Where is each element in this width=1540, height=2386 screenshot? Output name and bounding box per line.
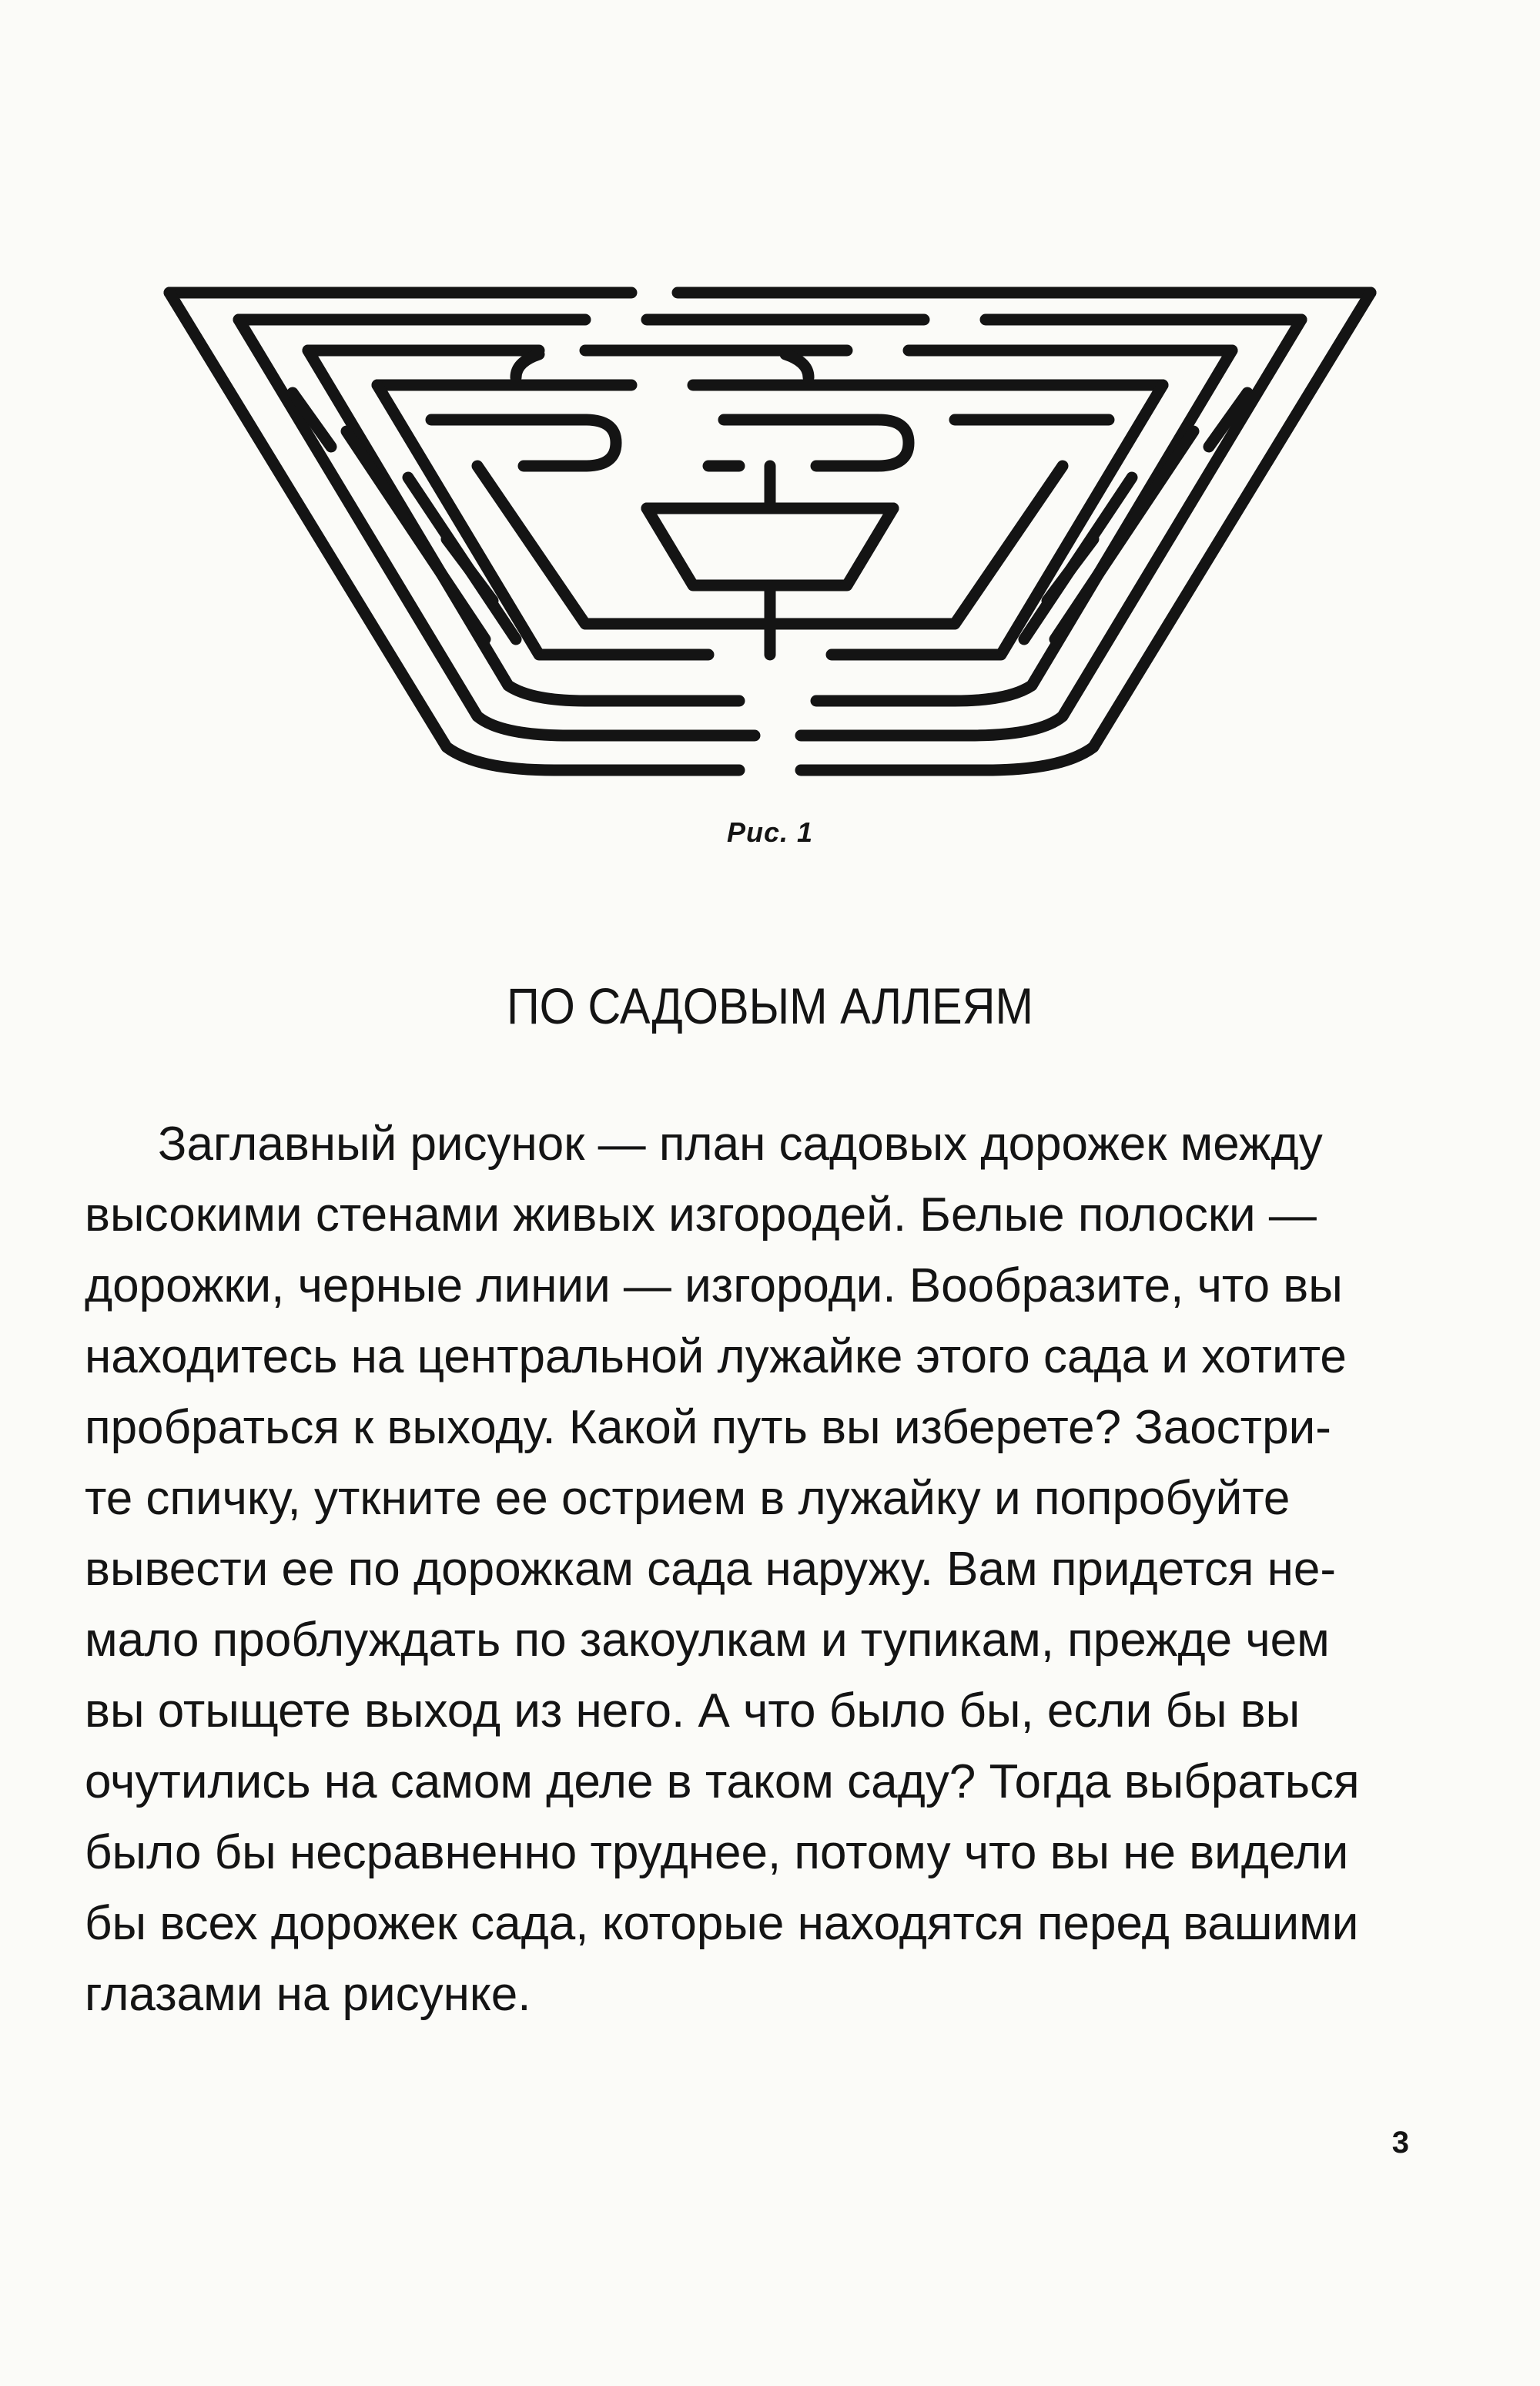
maze-drawing xyxy=(154,277,1386,786)
text-line: очутились на самом деле в таком саду? Тогда выбраться xyxy=(85,1755,1360,1808)
body-paragraph xyxy=(85,1109,1417,2030)
text-line: глазами на рисунке. xyxy=(85,1968,531,2021)
text-line: Заглавный рисунок — план садовых дорожек между xyxy=(158,1118,1323,1171)
text-line: пробраться к выходу. Какой путь вы изберете? Заостри- xyxy=(85,1401,1331,1454)
figure-caption: Рис. 1 xyxy=(726,816,814,848)
text-line: высокими стенами живых изгородей. Белые полоски — xyxy=(85,1188,1317,1242)
text-line: вывести ее по дорожкам сада наружу. Вам придется не- xyxy=(85,1543,1336,1596)
page-number: 3 xyxy=(1391,2126,1409,2160)
section-title: ПО САДОВЫМ АЛЛЕЯМ xyxy=(506,977,1034,1034)
text-line: находитесь на центральной лужайке этого сада и хотите xyxy=(85,1330,1347,1383)
text-line: вы отыщете выход из него. А что было бы, если бы вы xyxy=(85,1684,1301,1738)
text-line: те спичку, уткните ее острием в лужайку и попробуйте xyxy=(85,1472,1291,1525)
text-line: дорожки, черные линии — изгороди. Вообразите, что вы xyxy=(85,1259,1343,1312)
text-line: было бы несравненно труднее, потому что вы не видели xyxy=(85,1826,1349,1879)
text-line: мало проблуждать по закоулкам и тупикам, прежде чем xyxy=(85,1614,1330,1667)
text-line: бы всех дорожек сада, которые находятся перед вашими xyxy=(85,1897,1359,1950)
garden-maze-illustration xyxy=(154,277,1386,786)
